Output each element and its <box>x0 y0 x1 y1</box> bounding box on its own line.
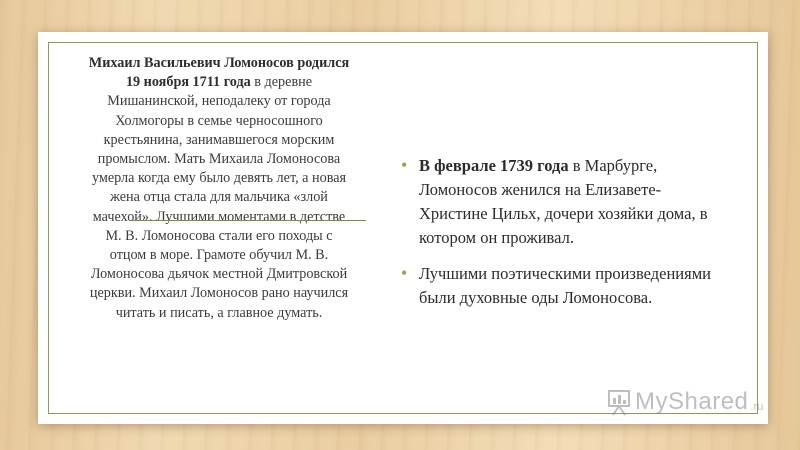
slide <box>38 32 768 424</box>
biography-intro-bold: Михаил Васильевич Ломоносов родился 19 ноября 1711 года <box>88 55 350 91</box>
presentation-board-icon <box>607 388 631 416</box>
watermark-brand: MyShared <box>635 388 749 415</box>
watermark <box>607 385 767 419</box>
watermark-suffix: .ru <box>750 401 764 413</box>
bullet-item-odes <box>399 262 729 310</box>
bullet-text: Лучшими поэтическими произведениями были духовные оды Ломоносова. <box>419 264 711 307</box>
decorative-underline <box>131 220 366 221</box>
biography-text <box>88 54 350 323</box>
bullet-dot-icon: • <box>401 155 408 175</box>
bullet-bold: В феврале 1739 года <box>419 156 573 175</box>
biography-body: в деревне Мишанинской, неподалеку от города Холмогоры в семье черносошного крестьянина, занимавшегося морским промыслом. Мать Михаила Ломоносова умерла когда ему было девять лет, а новая жена отца стала для мальчика «злой мачехой». Лучшими моментами в детстве М. В. Ломоносова стали его походы с отцом в море. Грамоте обучил М. В. Ломоносова дьячок местной Дмитровской церкви. Михаил Ломоносов рано научился читать и писать, а главное думать. <box>89 74 349 321</box>
bullet-list <box>399 154 729 322</box>
bullet-dot-icon: • <box>401 263 408 283</box>
bullet-item-marriage <box>399 154 729 250</box>
bullet-text: в Марбурге, Ломоносов женился на Елизавете-Христине Цильх, дочери хозяйки дома, в котором он проживал. <box>419 156 708 247</box>
